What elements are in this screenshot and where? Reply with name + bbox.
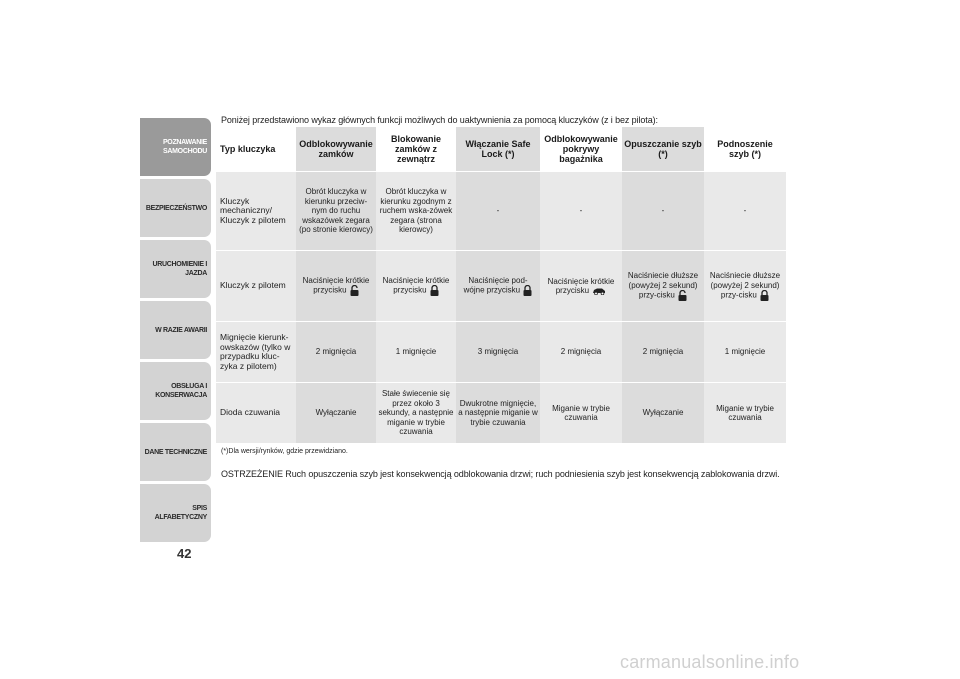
row-type-cell: Mignięcie kierunk-owskazów (tylko w przypadku kluc-zyka z pilotem) bbox=[216, 322, 296, 383]
table-cell: Dwukrotne mignięcie, a następnie miganie w trybie czuwania bbox=[456, 383, 540, 444]
footnote: (*)Dla wersji/rynków, gdzie przewidziano. bbox=[221, 448, 348, 455]
table-cell: 3 mignięcia bbox=[456, 322, 540, 383]
table-cell: Wyłączanie bbox=[622, 383, 704, 444]
tab-uruchomienie-i-jazda[interactable] bbox=[140, 240, 211, 298]
unlock-icon bbox=[350, 285, 359, 296]
cell-text: Naciśniecie dłuższe (powyżej 2 sekund) przy-cisku bbox=[709, 271, 781, 300]
table-cell bbox=[622, 251, 704, 322]
lock-icon bbox=[523, 285, 532, 296]
lock-icon bbox=[760, 290, 769, 301]
unlock-icon bbox=[678, 290, 687, 301]
table-cell: Miganie w trybie czuwania bbox=[540, 383, 622, 444]
tab-label: DANE TECHNICZNE bbox=[144, 448, 207, 456]
table-cell: Miganie w trybie czuwania bbox=[704, 383, 786, 444]
table-cell bbox=[704, 251, 786, 322]
table-cell: Stałe świecenie się przez około 3 sekundy, a następnie miganie w trybie czuwania bbox=[376, 383, 456, 444]
tab-label: SPIS ALFABETYCZNY bbox=[154, 505, 207, 521]
tab-spis-alfabetyczny[interactable] bbox=[140, 484, 211, 542]
table-cell: 2 mignięcia bbox=[622, 322, 704, 383]
header-cell: Typ kluczyka bbox=[216, 127, 296, 172]
header-cell: Blokowanie zamków z zewnątrz bbox=[376, 127, 456, 172]
row-type-cell: Kluczyk mechaniczny/ Kluczyk z pilotem bbox=[216, 172, 296, 251]
table-cell: Obrót kluczyka w kierunku przeciw-nym do ruchu wskazówek zegara (po stronie kierowcy) bbox=[296, 172, 376, 251]
table-cell bbox=[456, 251, 540, 322]
tab-label: POZNAWANIE SAMOCHODU bbox=[162, 139, 207, 155]
header-cell: Podnoszenie szyb (*) bbox=[704, 127, 786, 172]
tab-poznawanie-samochodu[interactable] bbox=[140, 118, 211, 176]
table-cell bbox=[540, 251, 622, 322]
table-cell: 1 mignięcie bbox=[704, 322, 786, 383]
table-cell bbox=[376, 251, 456, 322]
table-cell: - bbox=[456, 172, 540, 251]
table-row bbox=[216, 383, 786, 444]
table-cell: 2 mignięcia bbox=[540, 322, 622, 383]
tab-obsluga-i-konserwacja[interactable] bbox=[140, 362, 211, 420]
cell-text: Naciśnięcie krótkie przycisku bbox=[302, 275, 370, 295]
table-cell: Wyłączanie bbox=[296, 383, 376, 444]
tab-dane-techniczne[interactable] bbox=[140, 423, 211, 481]
tab-label: W RAZIE AWARII bbox=[155, 326, 207, 334]
table-cell: 2 mignięcia bbox=[296, 322, 376, 383]
table-row bbox=[216, 251, 786, 322]
cell-text: Naciśnięcie krótkie przycisku bbox=[382, 275, 450, 295]
cell-text: Naciśnięcie pod-wójne przycisku bbox=[463, 275, 528, 295]
tab-label: BEZPIECZEŃSTWO bbox=[145, 204, 207, 212]
table-cell: - bbox=[540, 172, 622, 251]
watermark: carmanualsonline.info bbox=[620, 652, 800, 672]
intro-text: Poniżej przedstawiono wykaz głównych funkcji możliwych do uaktywnienia za pomocą kluczyków (z i bez pilota): bbox=[221, 115, 658, 125]
tab-label: URUCHOMIENIE I JAZDA bbox=[152, 261, 207, 277]
cell-text: Naciśnięcie krótkie przycisku bbox=[547, 276, 615, 295]
cell-text: Naciśniecie dłuższe (powyżej 2 sekund) przy-cisku bbox=[627, 271, 699, 300]
table-cell: 1 mignięcie bbox=[376, 322, 456, 383]
table-row bbox=[216, 172, 786, 251]
row-type-cell: Dioda czuwania bbox=[216, 383, 296, 444]
row-type-cell: Kluczyk z pilotem bbox=[216, 251, 296, 322]
car-trunk-icon bbox=[592, 287, 606, 295]
page-number: 42 bbox=[177, 546, 192, 561]
table-row bbox=[216, 322, 786, 383]
lock-icon bbox=[430, 285, 439, 296]
tab-w-razie-awarii[interactable] bbox=[140, 301, 211, 359]
table-cell bbox=[296, 251, 376, 322]
warning-text: OSTRZEŻENIE Ruch opuszczenia szyb jest konsekwencją odblokowania drzwi; ruch podniesienia szyb jest konsekwencją zablokowania drzwi. bbox=[221, 469, 780, 479]
key-functions-table bbox=[216, 127, 786, 443]
header-cell: Odblokowywanie pokrywy bagażnika bbox=[540, 127, 622, 172]
table-cell: - bbox=[622, 172, 704, 251]
table-cell: - bbox=[704, 172, 786, 251]
tab-bezpieczenstwo[interactable] bbox=[140, 179, 211, 237]
tab-label: OBSŁUGA I KONSERWACJA bbox=[155, 383, 207, 399]
table-header-row bbox=[216, 127, 786, 172]
header-cell: Włączanie Safe Lock (*) bbox=[456, 127, 540, 172]
header-cell: Odblokowywanie zamków bbox=[296, 127, 376, 172]
table-cell: Obrót kluczyka w kierunku zgodnym z ruchem wska-zówek zegara (strona kierowcy) bbox=[376, 172, 456, 251]
header-cell: Opuszczanie szyb (*) bbox=[622, 127, 704, 172]
